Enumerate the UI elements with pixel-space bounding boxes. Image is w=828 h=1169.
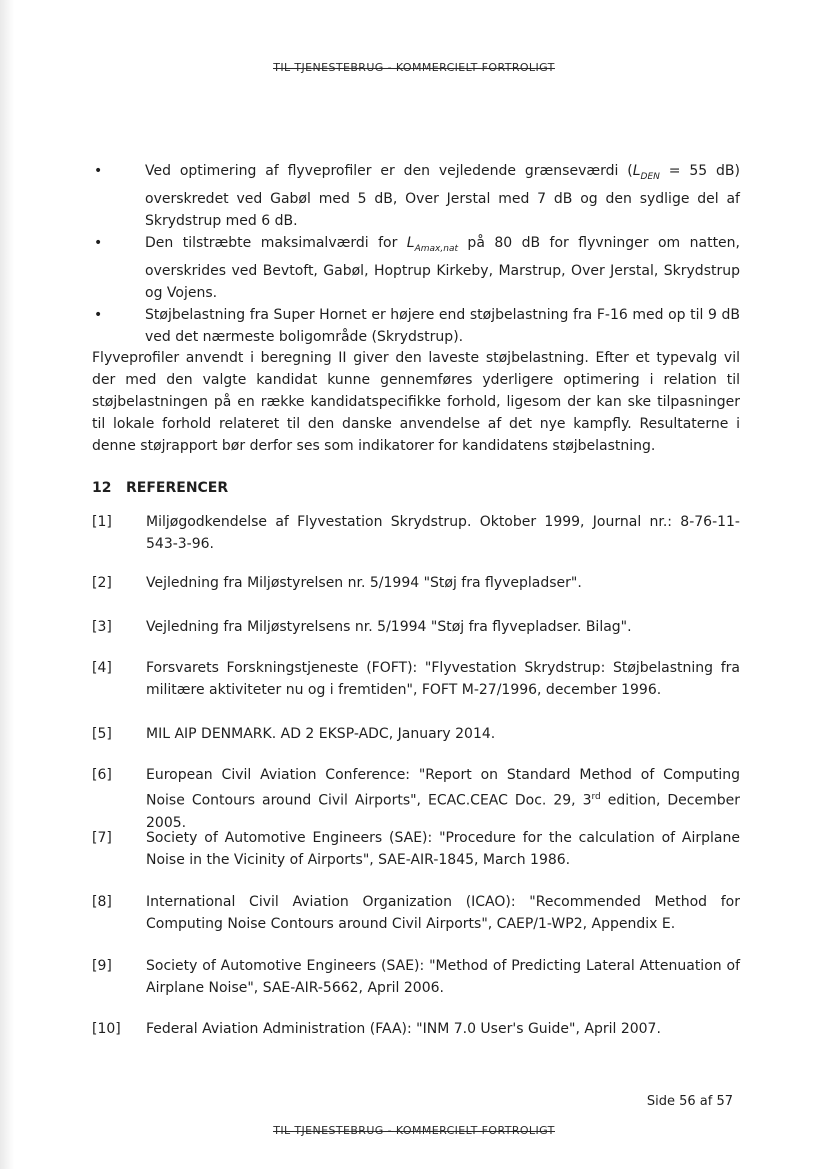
bullet-item: • Den tilstræbte maksimalværdi for $L_{Amax,nat}$ på 80 dB for flyvninger om natten, overskrides ved Bevtoft, Gabøl, Hoptrup Kirkeby, Marstrup, Over Jerstal, Skrydstrup og Vojens. xyxy=(92,232,740,304)
reference-label: [1] xyxy=(92,514,112,530)
classification-banner-bottom xyxy=(0,1124,828,1137)
reference-label: [8] xyxy=(92,894,112,910)
reference-text: Vejledning fra Miljøstyrelsen nr. 5/1994 "Støj fra flyvepladser". xyxy=(146,575,582,591)
bullet-item: • Støjbelastning fra Super Hornet er højere end støjbelastning fra F-16 med op til 9 dB ved det nærmeste boligområde (Skrydstrup). xyxy=(92,304,740,348)
reference-text: International Civil Aviation Organization (ICAO): "Recommended Method for Computing Noise Contours around Civil Airports", CAEP/1-WP2, Appendix E. xyxy=(146,894,740,932)
reference-item xyxy=(92,572,740,594)
reference-text: Forsvarets Forskningstjeneste (FOFT): "Flyvestation Skrydstrup: Støjbelastning fra militære aktiviteter nu og i fremtiden", FOFT M-27/1996, december 1996. xyxy=(146,660,740,698)
reference-label: [6] xyxy=(92,767,112,783)
reference-label: [5] xyxy=(92,726,112,742)
reference-text: MIL AIP DENMARK. AD 2 EKSP-ADC, January 2014. xyxy=(146,726,496,742)
reference-label: [9] xyxy=(92,958,112,974)
reference-label: [7] xyxy=(92,830,112,846)
reference-item xyxy=(92,511,740,555)
reference-item xyxy=(92,657,740,701)
reference-item xyxy=(92,1018,740,1040)
reference-text: Society of Automotive Engineers (SAE): "Method of Predicting Lateral Attenuation of Airplane Noise", SAE-AIR-5662, April 2006. xyxy=(146,958,740,996)
classification-text: TIL TJENESTEBRUG - KOMMERCIELT FORTROLIGT xyxy=(273,1124,555,1137)
reference-item xyxy=(92,955,740,999)
section-number: 12 xyxy=(92,480,112,496)
reference-item xyxy=(92,827,740,871)
findings-bullet-list xyxy=(92,160,740,348)
reference-text: Miljøgodkendelse af Flyvestation Skrydstrup. Oktober 1999, Journal nr.: 8-76-11-543-3-96. xyxy=(146,514,740,552)
body-paragraph: Flyveprofiler anvendt i beregning II giver den laveste støjbelastning. Efter et typevalg vil der med den valgte kandidat kunne gennemføres yderligere optimering i relation til støjbelastningen på en række kandidatspecifikke forhold, ligesom der kan ske tilpasninger til lokale forhold relateret til den danske anvendelse af det nye kampfly. Resultaterne i denne støjrapport bør derfor ses som indikatorer for kandidatens støjbelastning. xyxy=(92,350,740,454)
reference-text: European Civil Aviation Conference: "Report on Standard Method of Computing Noise Contours around Civil Airports", ECAC.CEAC Doc. 29, 3rd edition, December 2005. xyxy=(146,767,740,831)
classification-text: TIL TJENESTEBRUG - KOMMERCIELT FORTROLIGT xyxy=(273,61,555,74)
reference-text: Federal Aviation Administration (FAA): "INM 7.0 User's Guide", April 2007. xyxy=(146,1021,661,1037)
reference-item xyxy=(92,616,740,638)
reference-label: [3] xyxy=(92,619,112,635)
classification-banner-top xyxy=(0,61,828,74)
bullet-item: • Ved optimering af flyveprofiler er den vejledende grænseværdi ($L_{DEN} = 55$ dB) overskredet ved Gabøl med 5 dB, Over Jerstal med 7 dB og den sydlige del af Skrydstrup med 6 dB. xyxy=(92,160,740,232)
section-heading xyxy=(92,480,228,496)
reference-text: Society of Automotive Engineers (SAE): "Procedure for the calculation of Airplane Noise in the Vicinity of Airports", SAE-AIR-1845, March 1986. xyxy=(146,830,740,868)
section-title: REFERENCER xyxy=(126,480,229,496)
reference-label: [2] xyxy=(92,575,112,591)
page-number: Side 56 af 57 xyxy=(646,1094,733,1109)
reference-label: [10] xyxy=(92,1021,121,1037)
scan-edge xyxy=(0,0,14,1169)
reference-item xyxy=(92,764,740,834)
reference-text: Vejledning fra Miljøstyrelsens nr. 5/1994 "Støj fra flyvepladser. Bilag". xyxy=(146,619,632,635)
reference-item xyxy=(92,891,740,935)
reference-label: [4] xyxy=(92,660,112,676)
reference-item xyxy=(92,723,740,745)
